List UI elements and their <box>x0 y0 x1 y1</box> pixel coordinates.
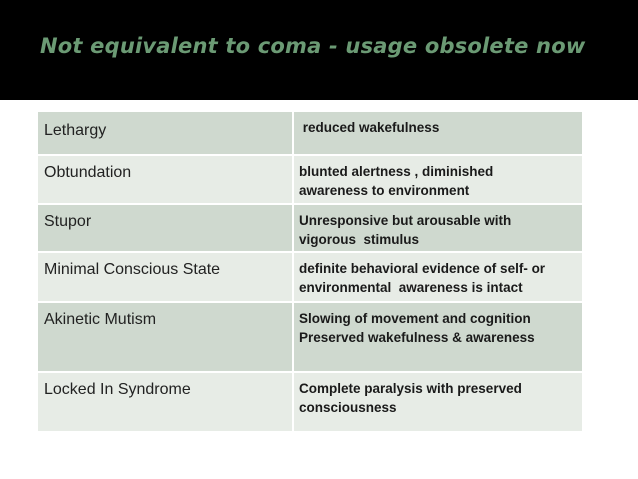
term-cell <box>37 372 293 432</box>
description-cell <box>293 252 583 302</box>
title-band <box>0 0 638 100</box>
term-label: Lethargy <box>44 122 107 139</box>
term-label: Locked In Syndrome <box>44 381 191 398</box>
term-label: Stupor <box>44 213 92 230</box>
term-label: Minimal Conscious State <box>44 261 221 278</box>
term-cell <box>37 204 293 252</box>
description-text: definite behavioral evidence of self- or environmental awareness is intact <box>299 261 546 295</box>
table-row <box>37 204 583 252</box>
description-text: Complete paralysis with preserved consciousness <box>299 381 522 415</box>
term-label: Obtundation <box>44 164 132 181</box>
term-cell <box>37 155 293 204</box>
description-text: Unresponsive but arousable with vigorous stimulus <box>299 213 512 247</box>
table-row <box>37 372 583 432</box>
description-cell <box>293 111 583 155</box>
description-cell <box>293 302 583 372</box>
term-label: Akinetic Mutism <box>44 311 157 328</box>
term-cell <box>37 302 293 372</box>
description-cell <box>293 372 583 432</box>
term-cell <box>37 111 293 155</box>
description-text: blunted alertness , diminished awareness to environment <box>299 164 494 198</box>
description-text: reduced wakefulness <box>299 120 440 135</box>
description-cell <box>293 204 583 252</box>
description-text: Slowing of movement and cognition Preserved wakefulness & awareness <box>299 311 535 345</box>
description-cell <box>293 155 583 204</box>
table-row <box>37 252 583 302</box>
slide-title: Not equivalent to coma - usage obsolete now <box>40 34 586 58</box>
terms-table <box>36 110 584 433</box>
table-row <box>37 302 583 372</box>
table-row <box>37 155 583 204</box>
term-cell <box>37 252 293 302</box>
table-row <box>37 111 583 155</box>
